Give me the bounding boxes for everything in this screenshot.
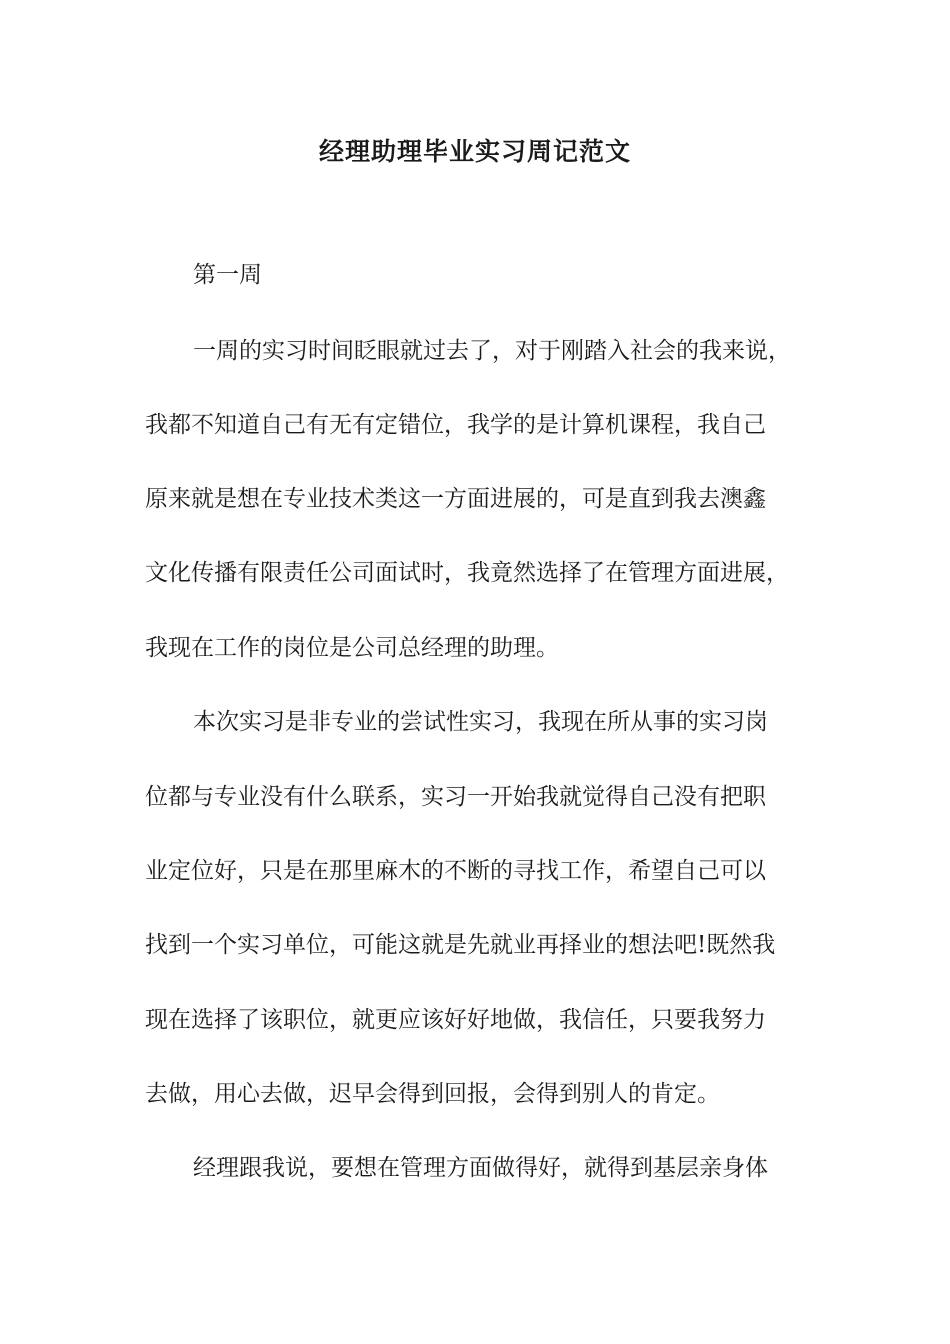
- paragraph-line: 我现在工作的岗位是公司总经理的助理。: [145, 635, 559, 661]
- paragraph-line: 我都不知道自己有无有定错位，我学的是计算机课程，我自己: [145, 412, 766, 438]
- paragraph-line: 经理跟我说，要想在管理方面做得好，就得到基层亲身体: [193, 1155, 768, 1181]
- paragraph-line: 业定位好，只是在那里麻木的不断的寻找工作，希望自己可以: [145, 858, 766, 884]
- document-title: 经理助理毕业实习周记范文: [318, 137, 631, 166]
- paragraph-line: 本次实习是非专业的尝试性实习，我现在所从事的实习岗: [193, 709, 768, 735]
- paragraph-line: 一周的实习时间眨眼就过去了，对于刚踏入社会的我来说，: [193, 338, 791, 364]
- week-heading: 第一周: [193, 262, 262, 288]
- paragraph-line: 去做，用心去做，迟早会得到回报，会得到别人的肯定。: [145, 1081, 720, 1107]
- paragraph-line: 找到一个实习单位，可能这就是先就业再择业的想法吧!既然我: [145, 932, 776, 958]
- paragraph-line: 位都与专业没有什么联系，实习一开始我就觉得自己没有把职: [145, 784, 766, 810]
- paragraph-line: 文化传播有限责任公司面试时，我竟然选择了在管理方面进展，: [145, 560, 789, 586]
- paragraph-line: 现在选择了该职位，就更应该好好地做，我信任，只要我努力: [145, 1007, 766, 1033]
- paragraph-line: 原来就是想在专业技术类这一方面进展的，可是直到我去澳鑫: [145, 486, 766, 512]
